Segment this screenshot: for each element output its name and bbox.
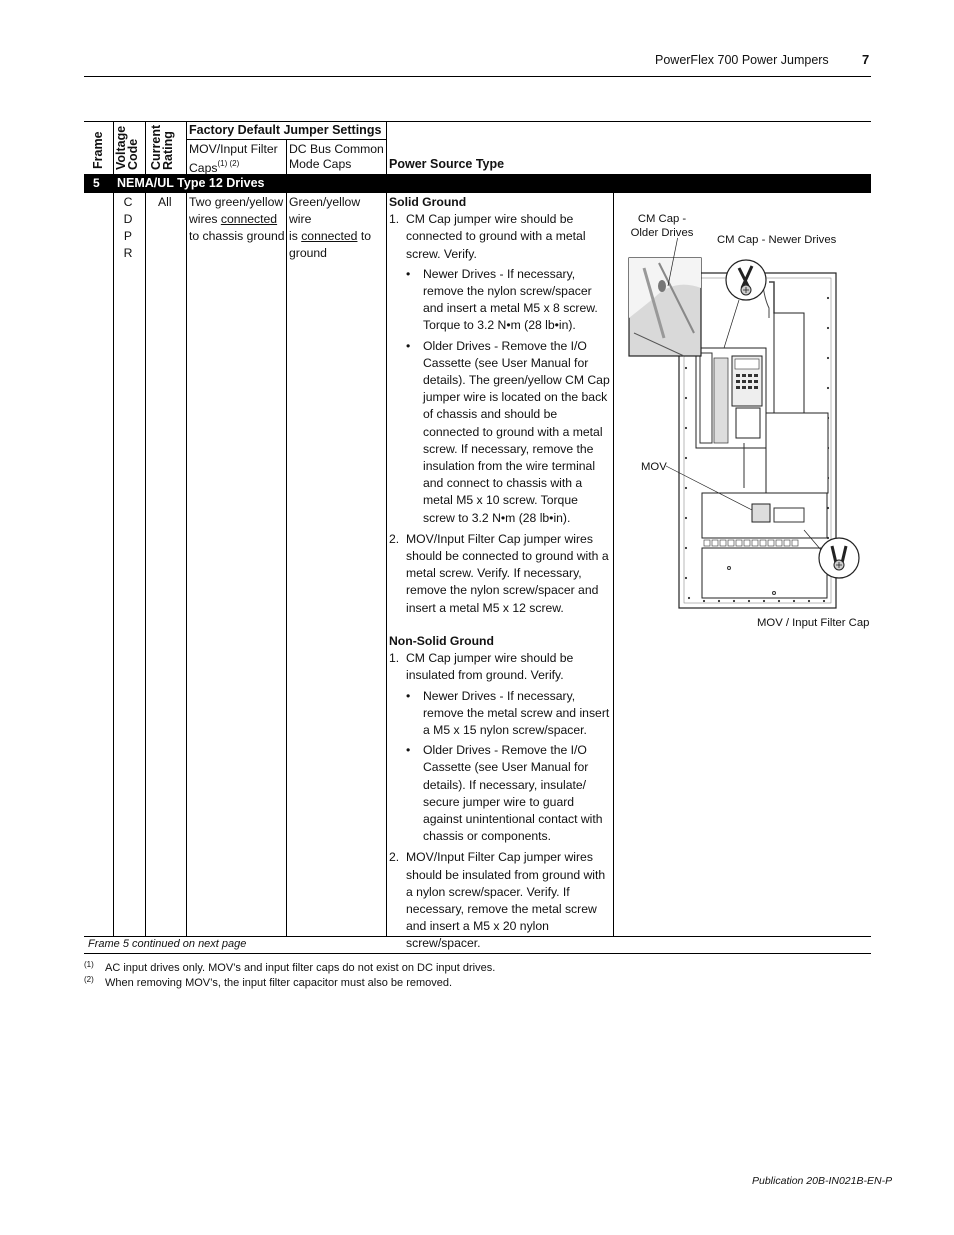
voltage-code: D	[123, 212, 133, 226]
io-cassette	[736, 408, 760, 438]
drive-chassis-illustration	[624, 238, 868, 616]
item-number: 2.	[389, 531, 400, 546]
footnote-mark: (2)	[84, 975, 94, 984]
header-mov-caps	[189, 142, 285, 176]
figure-label-mov-filter-cap: MOV / Input Filter Cap	[757, 617, 870, 629]
non-solid-ground-heading: Non-Solid Ground	[389, 634, 494, 648]
item-number: 2.	[389, 850, 400, 865]
bullet-text: Older Drives - Remove the I/O Cassette (see User Manual for details). The green/yellow CM Cap jumper wire is located on the back of chassis and should be connected to ground with a metal screw. If necessary, remove the insulation from the wire terminal and connect to chassis with a metal M5 x 10 screw. Torque screw to 3.2 N•m (28 lb•in).	[423, 338, 610, 525]
older-drive-photo-inset	[629, 258, 701, 356]
dc-setting-word: to	[360, 229, 372, 243]
header-current-rating: Current Rating	[149, 124, 175, 170]
col-divider	[386, 121, 387, 174]
header-power-source-type: Power Source Type	[389, 157, 505, 171]
mov-component	[752, 504, 770, 522]
publication-footer: Publication 20B-IN021B-EN-P	[752, 1175, 893, 1187]
non-solid-ground-item	[389, 849, 611, 952]
item-number: 1.	[389, 651, 400, 666]
footnote-2-text: When removing MOV’s, the input filter capacitor must also be removed.	[105, 977, 453, 989]
voltage-code: C	[123, 195, 133, 209]
band-title: NEMA/UL Type 12 Drives	[117, 176, 265, 190]
bullet-icon: •	[406, 688, 411, 703]
mov-setting-word: wires	[189, 212, 218, 226]
col-divider	[113, 193, 114, 936]
figure-label-line: Older Drives	[630, 227, 694, 239]
col-divider	[613, 193, 614, 936]
voltage-codes-cell	[114, 194, 142, 262]
control-board	[700, 353, 712, 443]
col-divider	[186, 193, 187, 936]
terminal-block	[774, 508, 804, 522]
hmi-display	[735, 359, 759, 369]
mov-setting-line	[189, 211, 285, 228]
mov-setting-cell	[189, 194, 285, 245]
solid-ground-section	[389, 194, 611, 617]
header-factory-default: Factory Default Jumper Settings	[189, 123, 382, 137]
header-rule	[84, 76, 871, 77]
item-text: CM Cap jumper wire should be connected to ground with a metal screw. Verify.	[406, 212, 586, 261]
figure-label-mov: MOV	[641, 461, 667, 473]
col-divider	[386, 193, 387, 936]
col-divider	[145, 193, 146, 936]
header-mov-caps-label: MOV/Input Filter Caps	[189, 142, 278, 176]
capacitor-module	[774, 313, 804, 413]
header-dc-bus-caps: DC Bus Common Mode Caps	[289, 142, 384, 171]
footnote-rule	[84, 953, 871, 954]
footnote-mark: (1)	[84, 960, 94, 969]
solid-ground-bullet	[389, 338, 611, 527]
item-text: CM Cap jumper wire should be insulated from ground. Verify.	[406, 651, 574, 683]
control-board	[714, 358, 728, 443]
non-solid-ground-bullet	[389, 688, 611, 740]
col-divider	[186, 121, 187, 174]
footnote-1	[84, 960, 94, 975]
dc-setting-line: ground	[289, 246, 327, 260]
col-divider	[286, 139, 287, 174]
solid-ground-item	[389, 531, 611, 617]
power-section	[766, 413, 828, 493]
continued-note: Frame 5 continued on next page	[88, 938, 247, 950]
header-mov-footnote-ref: (1) (2)	[217, 159, 240, 168]
bullet-text: Newer Drives - If necessary, remove the nylon screw/spacer and insert a metal M5 x 8 screw. Torque to 3.2 N•m (28 lb•in).	[423, 266, 598, 333]
solid-ground-heading: Solid Ground	[389, 195, 467, 209]
mov-setting-line: to chassis ground	[189, 229, 285, 243]
dc-setting-underlined: connected	[301, 229, 358, 243]
figure-label-line: CM Cap -	[637, 213, 687, 225]
solid-ground-item	[389, 211, 611, 263]
voltage-code: R	[123, 246, 133, 260]
lower-panel	[702, 548, 827, 598]
page-header-title: PowerFlex 700 Power Jumpers	[655, 53, 829, 67]
voltage-code: P	[123, 229, 133, 243]
dc-setting-word: is	[289, 229, 298, 243]
dc-setting-line: Green/yellow wire	[289, 195, 361, 226]
non-solid-ground-section	[389, 633, 611, 953]
item-text: MOV/Input Filter Cap jumper wires should be connected to ground with a metal screw. Verify. If necessary, remove the nylon screw/spacer and insert a metal M5 x 12 screw.	[406, 531, 609, 615]
bullet-icon: •	[406, 338, 411, 353]
solid-ground-bullet	[389, 266, 611, 335]
header-frame: Frame	[91, 131, 105, 169]
item-number: 1.	[389, 212, 400, 227]
mov-setting-underlined: connected	[220, 212, 278, 226]
footnote-1-text: AC input drives only. MOV’s and input filter caps do not exist on DC input drives.	[105, 962, 496, 974]
col-divider	[286, 193, 287, 936]
dc-bus-setting-cell	[289, 194, 385, 262]
footnote-2	[84, 975, 94, 990]
band-frame-number: 5	[93, 176, 100, 190]
bullet-icon: •	[406, 743, 411, 758]
figure-label-cm-newer: CM Cap - Newer Drives	[717, 234, 837, 246]
bullet-icon: •	[406, 266, 411, 281]
table-top-rule	[84, 121, 871, 122]
bullet-text: Older Drives - Remove the I/O Cassette (see User Manual for details). If necessary, insulate/ secure jumper wire to guard against unintentional contact with chassis or components.	[423, 743, 603, 844]
current-rating-cell: All	[158, 195, 172, 209]
col-divider	[145, 121, 146, 174]
header-voltage-code: Voltage Code	[114, 125, 140, 170]
non-solid-ground-item	[389, 650, 611, 684]
figure-label-cm-older	[628, 212, 696, 240]
page-number: 7	[862, 52, 870, 67]
item-text: MOV/Input Filter Cap jumper wires should be insulated from ground with a nylon screw/spacer. Verify. If necessary, remove the metal screw and insert a M5 x 20 nylon screw/spacer.	[406, 850, 606, 951]
bullet-text: Newer Drives - If necessary, remove the metal screw and insert a M5 x 15 nylon screw/spacer.	[423, 688, 610, 738]
non-solid-ground-bullet	[389, 742, 611, 845]
mov-setting-line: Two green/yellow	[189, 195, 284, 209]
dc-setting-line	[289, 228, 385, 245]
